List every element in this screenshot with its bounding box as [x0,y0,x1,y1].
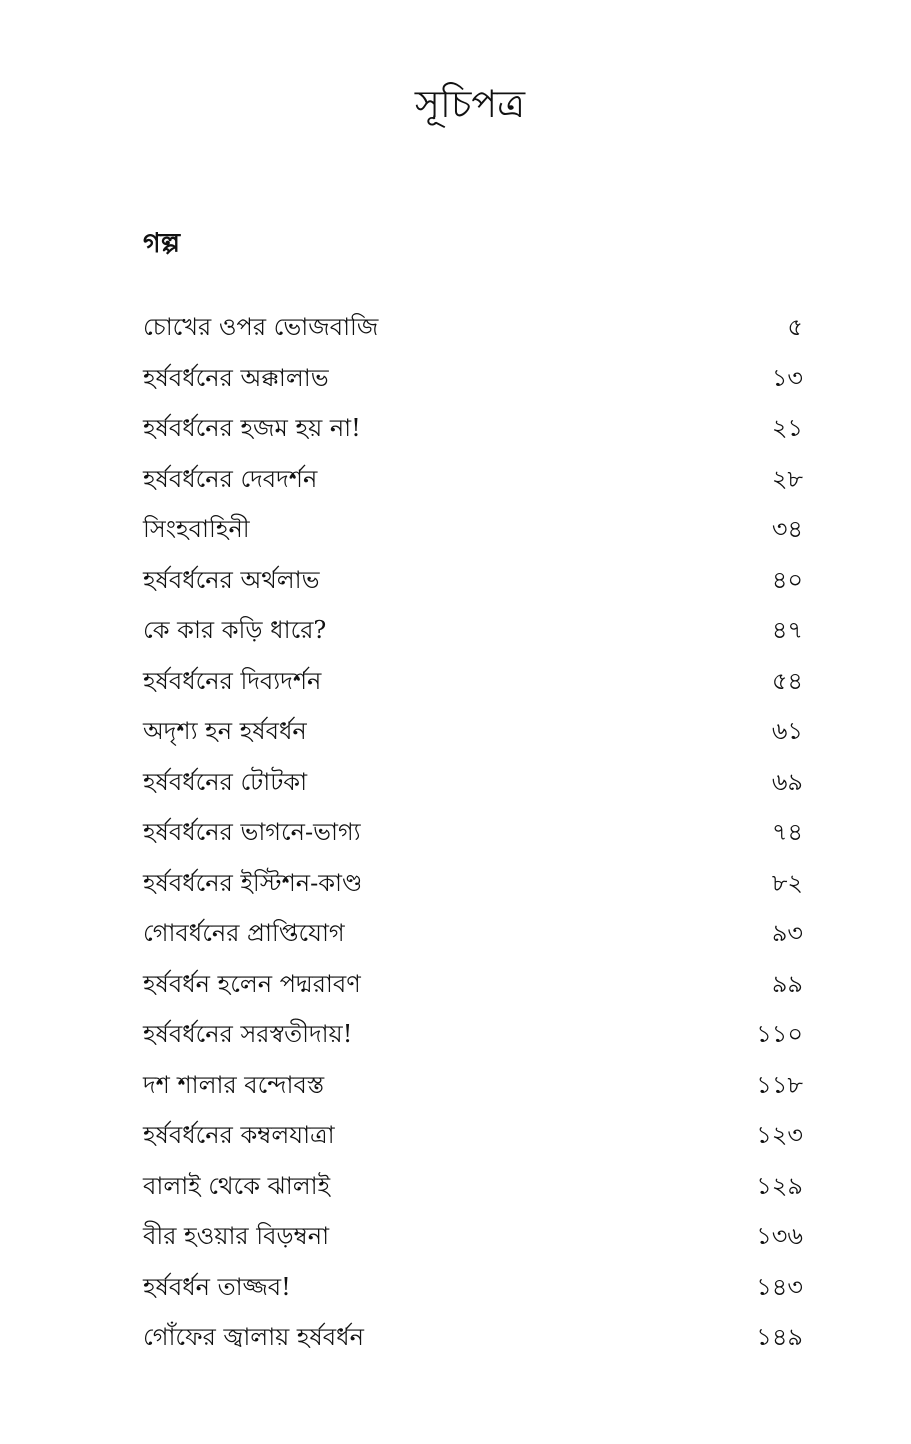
toc-entry-page-number: ৫ [787,313,803,342]
toc-entry-title: হর্ষবর্ধনের অক্কালাভ [143,363,329,392]
toc-entry [143,405,803,456]
toc-entry-title: হর্ষবর্ধন হলেন পদ্মরাবণ [143,969,361,998]
toc-entry-page-number: ২১ [771,414,803,443]
toc-entry-title: হর্ষবর্ধনের সরস্বতীদায়! [143,1020,353,1049]
toc-entry-title: হর্ষবর্ধনের দেবদর্শন [143,464,318,493]
toc-entry-page-number: ১৪৩ [756,1272,803,1301]
toc-entry-title: সিংহবাহিনী [143,515,250,544]
toc-entry-title: বালাই থেকে ঝালাই [143,1171,331,1200]
toc-entry-title: হর্ষবর্ধনের দিব্যদর্শন [143,666,322,695]
toc-entry-page-number: ৪০ [771,565,803,594]
toc-entry-page-number: ২৮ [771,464,803,493]
section-heading: গল্প [143,228,180,259]
toc-entry [143,910,803,961]
toc-entry [143,658,803,709]
toc-entry-title: হর্ষবর্ধনের হজম হয় না! [143,414,361,443]
toc-entry-page-number: ৬৯ [771,767,803,796]
toc-entry-title: বীর হওয়ার বিড়ম্বনা [143,1222,330,1251]
toc-entry-page-number: ১১০ [756,1020,803,1049]
toc-entry-title: হর্ষবর্ধন তাজ্জব! [143,1272,291,1301]
toc-entry-page-number: ১৩ [771,363,803,392]
toc-entry-page-number: ৩৪ [771,515,803,544]
toc-entry-page-number: ৮২ [771,868,803,897]
toc-entry [143,961,803,1012]
toc-entry-title: গোবর্ধনের প্রাপ্তিযোগ [143,919,345,948]
toc-entry [143,304,803,355]
toc-entry-page-number: ১১৮ [756,1070,803,1099]
toc-entry-page-number: ১৪৯ [756,1323,803,1352]
toc-entry [143,456,803,507]
toc-entry-page-number: ৯৩ [771,919,803,948]
toc-entry-page-number: ১২৯ [756,1171,803,1200]
toc-entry [143,1011,803,1062]
toc-entry-page-number: ৪৭ [771,616,803,645]
toc-entry-title: গোঁফের জ্বালায় হর্ষবর্ধন [143,1323,364,1352]
table-of-contents [143,304,803,1365]
toc-entry [143,355,803,406]
toc-entry-page-number: ১২৩ [756,1121,803,1150]
toc-entry-page-number: ৫৪ [771,666,803,695]
toc-entry-title: হর্ষবর্ধনের কম্বলযাত্রা [143,1121,335,1150]
toc-entry-title: হর্ষবর্ধনের ইস্টিশন-কাণ্ড [143,868,363,897]
toc-entry [143,1062,803,1113]
toc-entry-title: দশ শালার বন্দোবস্ত [143,1070,325,1099]
toc-entry-page-number: ১৩৬ [756,1222,803,1251]
toc-entry-title: অদৃশ্য হন হর্ষবর্ধন [143,717,307,746]
toc-entry [143,1314,803,1365]
toc-entry [143,1264,803,1315]
toc-entry-title: চোখের ওপর ভোজবাজি [143,313,379,342]
toc-entry [143,506,803,557]
toc-entry [143,708,803,759]
toc-entry-page-number: ৭৪ [771,818,803,847]
toc-entry [143,1163,803,1214]
toc-entry-title: হর্ষবর্ধনের ভাগনে-ভাগ্য [143,818,361,847]
toc-entry [143,1112,803,1163]
toc-entry [143,1213,803,1264]
toc-entry [143,860,803,911]
toc-entry-page-number: ৬১ [771,717,803,746]
toc-entry [143,557,803,608]
toc-entry-page-number: ৯৯ [771,969,803,998]
toc-entry [143,607,803,658]
toc-entry-title: হর্ষবর্ধনের টোটকা [143,767,308,796]
toc-entry-title: হর্ষবর্ধনের অর্থলাভ [143,565,320,594]
toc-entry-title: কে কার কড়ি ধারে? [143,616,327,645]
toc-entry [143,809,803,860]
page-title: সূচিপত্র [414,82,526,126]
toc-entry [143,759,803,810]
